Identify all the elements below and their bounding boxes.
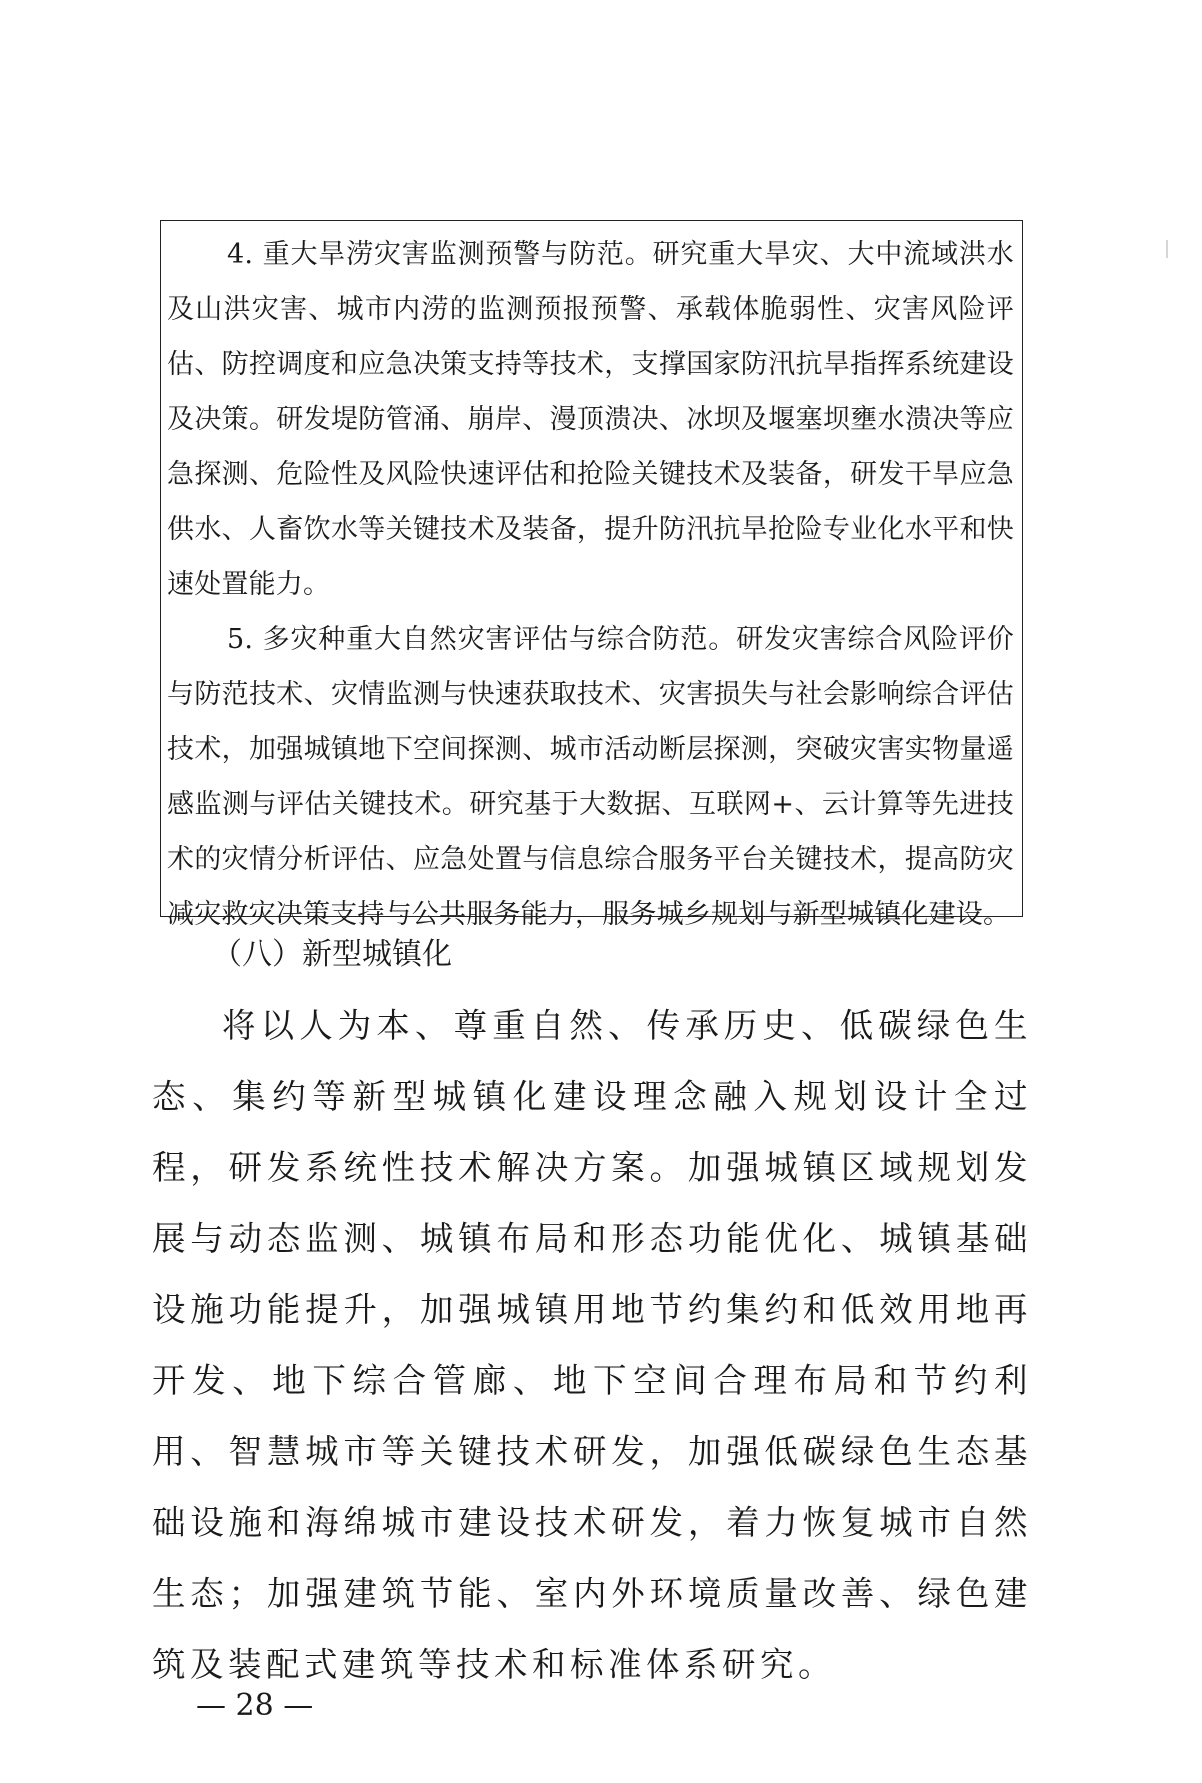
page-number: — 28 —: [196, 1688, 314, 1723]
main-paragraph: 将以人为本、尊重自然、传承历史、低碳绿色生态、集约等新型城镇化建设理念融入规划设计全过程，研发系统性技术解决方案。加强城镇区域规划发展与动态监测、城镇布局和形态功能优化、城镇基础设施功能提升，加强城镇用地节约集约和低效用地再开发、地下综合管廊、地下空间合理布局和节约利用、智慧城市等关键技术研发，加强低碳绿色生态基础设施和海绵城市建设技术研发，着力恢复城市自然生态；加强建筑节能、室内外环境质量改善、绿色建筑及装配式建筑等技术和标准体系研究。: [152, 1006, 1032, 1684]
paragraph-multi-hazard: 5. 多灾种重大自然灾害评估与综合防范。研发灾害综合风险评价与防范技术、灾情监测与快速获取技术、灾害损失与社会影响综合评估技术，加强城镇地下空间探测、城市活动断层探测，突破灾害实物量遥感监测与评估关键技术。研究基于大数据、互联网+、云计算等先进技术的灾情分析评估、应急处置与信息综合服务平台关键技术，提高防灾减灾救灾决策支持与公共服务能力，服务城乡规划与新型城镇化建设。: [167, 624, 1014, 930]
margin-mark: [1166, 240, 1168, 258]
section-heading: （八）新型城镇化: [212, 937, 452, 972]
boxed-section: [160, 220, 1023, 930]
paragraph-drought-flood: 4. 重大旱涝灾害监测预警与防范。研究重大旱灾、大中流域洪水及山洪灾害、城市内涝的监测预报预警、承载体脆弱性、灾害风险评估、防控调度和应急决策支持等技术，支撑国家防汛抗旱指挥系统建设及决策。研发堤防管涌、崩岸、漫顶溃决、冰坝及堰塞坝壅水溃决等应急探测、危险性及风险快速评估和抢险关键技术及装备，研发干旱应急供水、人畜饮水等关键技术及装备，提升防汛抗旱抢险专业化水平和快速处置能力。: [167, 239, 1014, 600]
